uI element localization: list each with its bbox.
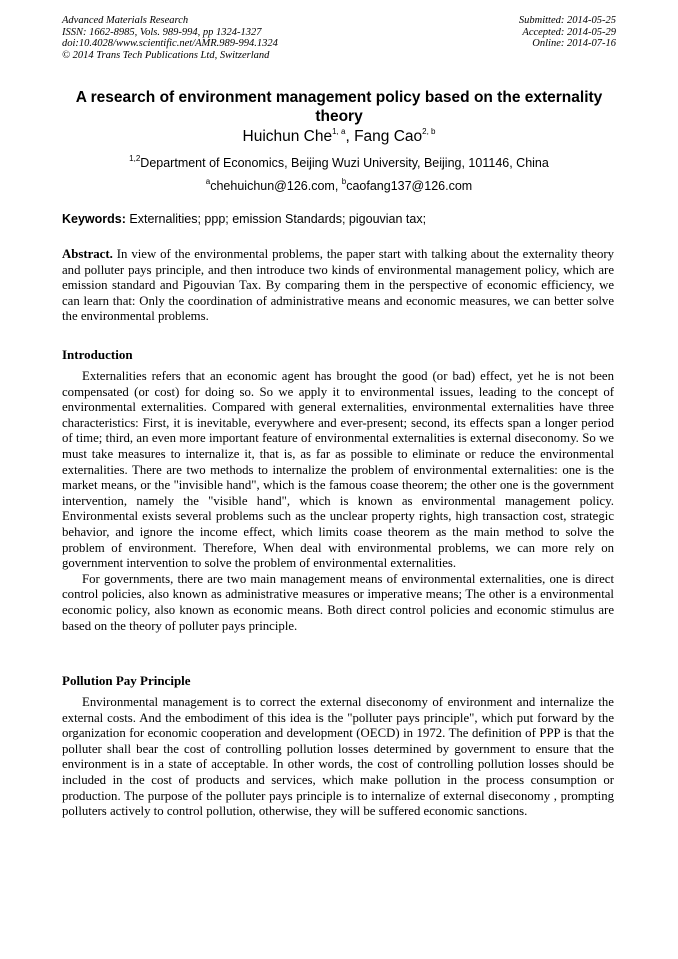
email-cao[interactable]: caofang137@126.com <box>346 179 473 193</box>
email-separator: , <box>334 179 342 193</box>
affiliation-marker: 1,2 <box>129 153 141 163</box>
email-b-marker: b <box>341 176 347 186</box>
abstract-text: In view of the environmental problems, the paper start with talking about the externality theory and polluter pays principle, and then introduce two kinds of environmental management policy, which are emission standard and Pigouvian Tax. By comparing them in the perspective of economic efficiency, we can learn that: Only the coordination of administrative means and economic measures, we can better solve the environmental problems. <box>62 247 614 324</box>
section-heading-ppp: Pollution Pay Principle <box>62 673 191 688</box>
author-separator: , <box>345 128 355 145</box>
email-che[interactable]: chehuichun@126.com <box>210 179 335 193</box>
submitted-date: Submitted: 2014-05-25 <box>518 15 616 26</box>
doi-line[interactable]: doi:10.4028/www.scientific.net/AMR.989-994.1324 <box>62 38 278 49</box>
journal-name: Advanced Materials Research <box>62 15 189 26</box>
ppp-body <box>62 695 614 820</box>
affiliation-text: Department of Economics, Beijing Wuzi University, Beijing, 101146, China <box>140 156 549 170</box>
author-che: Huichun Che <box>242 128 333 145</box>
keywords <box>62 212 616 227</box>
accepted-date: Accepted: 2014-05-29 <box>522 26 616 38</box>
introduction-body <box>62 369 614 634</box>
author-cao: Fang Cao <box>354 128 423 145</box>
abstract-label: Abstract. <box>62 247 113 261</box>
paper-title: A research of environment management policy based on the externality theory <box>75 89 603 125</box>
email-a-marker: a <box>205 176 211 186</box>
journal-header <box>62 15 616 61</box>
copyright-line: © 2014 Trans Tech Publications Ltd, Switzerland <box>62 49 270 61</box>
journal-info <box>62 15 278 61</box>
keywords-label: Keywords: <box>62 212 126 226</box>
online-date: Online: 2014-07-16 <box>532 38 616 49</box>
abstract <box>62 247 614 325</box>
author-cao-affil: 2, b <box>422 126 436 136</box>
author-che-affil: 1, a <box>332 126 346 136</box>
affiliation <box>62 153 616 170</box>
section-heading-introduction: Introduction <box>62 347 133 362</box>
email-line <box>62 176 616 193</box>
publication-dates <box>519 15 616 61</box>
author-line <box>62 128 616 146</box>
keywords-text: Externalities; ppp; emission Standards; pigouvian tax; <box>125 212 427 226</box>
introduction-paragraph-1: Externalities refers that an economic agent has brought the good (or bad) effect, yet he is not been compensated (or cost) for doing so. So we apply it to environmental issues, leading to the concept of environmental externalities. Compared with general externalities, environmental externalities have three characteristics: First, it is inevitable, everywhere and ever-present; second, its effects span a longer period of time; third, an even more important feature of environmental externalities is external diseconomy. So we must take measures to internalize it, that is, as far as possible to eliminate or reduce the environmental externalities. There are two methods to internalize the problem of environmental externalities: one is the market means, or the "invisible hand", which is the famous coase theorem; the other one is the government intervention, namely the "visible hand", which is known as environmental management policy. Environmental exists several problems such as the unclear property rights, high transaction cost, strategic behavior, and ignore the income effect, which limits coase theorem as the main method to solve the problem of environment. Therefore, When deal with environmental problems, we can more rely on government intervention to solve the problem of environmental externalities. <box>62 369 614 571</box>
issn-line: ISSN: 1662-8985, Vols. 989-994, pp 1324-1327 <box>62 26 262 38</box>
ppp-paragraph-1: Environmental management is to correct the external diseconomy of environment and internalize the external costs. And the embodiment of this idea is the "polluter pays principle", which put forward by the organization for economic cooperation and development (OECD) in 1972. The definition of PPP is that the polluter shall bear the cost of controlling pollution losses determined by government to ensure that the environment is in a state of acceptable. In other words, the cost of controlling pollution losses should be included in the cost of products and services, which make pollution in the process consumption or production. The purpose of the polluter pays principle is to internalize of external diseconomy , prompting polluters actively to control pollution, otherwise, they will be suffered economic sanctions. <box>62 695 614 819</box>
introduction-paragraph-2: For governments, there are two main management means of environmental externalities, one is direct control policies, also known as administrative measures or imperative means; The other is a environmental economic policy, also known as economic means. Both direct control policies and economic stimulus are based on the theory of polluter pays principle. <box>62 571 614 633</box>
